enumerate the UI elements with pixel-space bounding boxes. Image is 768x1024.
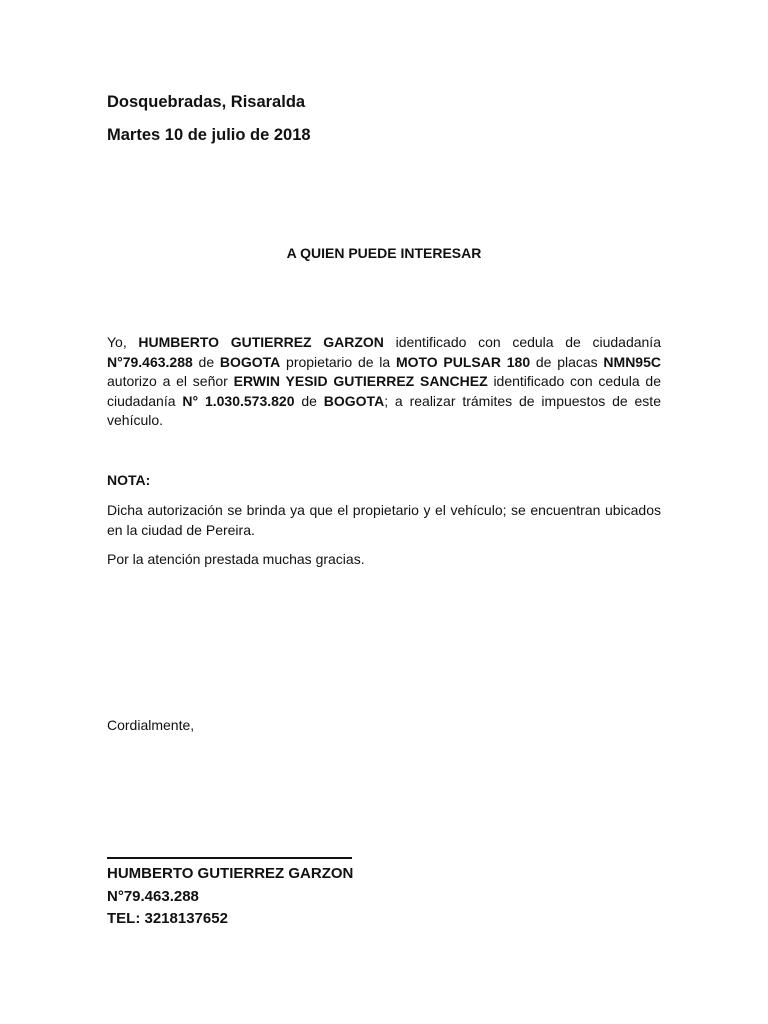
body-text: identificado con cedula de ciudadanía bbox=[107, 373, 661, 409]
letter-date: Martes 10 de julio de 2018 bbox=[107, 126, 311, 144]
body-text: propietario de la bbox=[280, 353, 396, 370]
vehicle-plate: NMN95C bbox=[603, 353, 661, 370]
authorized-city: BOGOTA bbox=[323, 392, 385, 409]
authorized-name: ERWIN YESID GUTIERREZ SANCHEZ bbox=[233, 373, 488, 390]
body-text: identificado con cedula de ciudadanía bbox=[383, 334, 661, 350]
body-text: de bbox=[192, 353, 220, 370]
nota-text: Dicha autorización se brinda ya que el propietario y el vehículo; se encuentran ubicados en la ciudad de Pereira. bbox=[107, 502, 661, 538]
body-text: autorizo a el señor bbox=[107, 373, 234, 390]
signature-phone: TEL: 3218137652 bbox=[107, 910, 228, 927]
letter-location: Dosquebradas, Risaralda bbox=[107, 93, 306, 111]
body-text: de placas bbox=[530, 353, 604, 370]
nota-label: NOTA: bbox=[107, 472, 151, 488]
owner-city: BOGOTA bbox=[219, 353, 281, 370]
letter-salutation: A QUIEN PUEDE INTERESAR bbox=[286, 245, 482, 261]
body-text: de bbox=[294, 392, 324, 409]
thanks-text: Por la atención prestada muchas gracias. bbox=[107, 551, 365, 567]
signature-id: N°79.463.288 bbox=[107, 888, 199, 905]
letter-body bbox=[107, 333, 661, 431]
vehicle-model: MOTO PULSAR 180 bbox=[395, 353, 531, 370]
authorized-id: N° 1.030.573.820 bbox=[182, 392, 295, 409]
owner-id: N°79.463.288 bbox=[107, 353, 193, 370]
signature-name: HUMBERTO GUTIERREZ GARZON bbox=[107, 865, 354, 882]
closing-text: Cordialmente, bbox=[107, 717, 195, 733]
body-text: Yo, bbox=[107, 334, 139, 350]
signature-line bbox=[107, 857, 352, 859]
owner-name: HUMBERTO GUTIERREZ GARZON bbox=[138, 334, 384, 350]
body-text: ; a realizar trámites de impuestos de este vehículo. bbox=[107, 392, 661, 429]
